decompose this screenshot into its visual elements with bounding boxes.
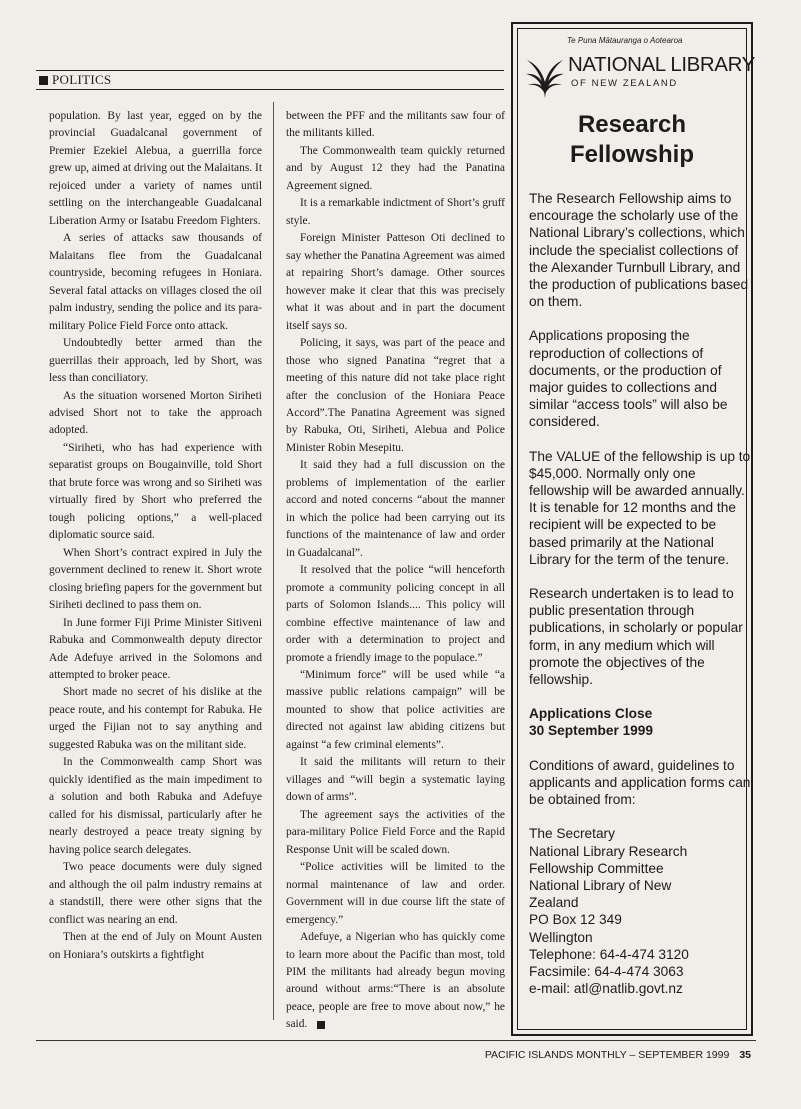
section-bullet [39, 76, 48, 85]
contact-block [529, 825, 751, 997]
paragraph: “Minimum force” will be used while “a massive public relations campaign” will be mounted to show that police activities are directed not against law abiding citizens but against “a few criminal elements”. [286, 669, 505, 751]
paragraph: Two peace documents were duly signed and although the oil palm industry remains at a standstill, there were other signs that the conflict was nearing an end. [49, 861, 262, 926]
column-divider [273, 102, 274, 1020]
contact-line: Zealand [529, 895, 579, 911]
paragraph: When Short’s contract expired in July the government declined to renew it. Short wrote closing briefing papers for the government but Siriheti declined to pass them on. [49, 546, 262, 612]
paragraph: In the Commonwealth camp Short was quickly identified as the main impediment to a solution and both Rabuka and Adefuye called for his dismissal, particularly after he nearly destroyed a peace treaty signing by having police search delegates. [49, 756, 262, 856]
section-label: POLITICS [52, 72, 112, 87]
paragraph: A series of attacks saw thousands of Malaitans flee from the Guadalcanal countryside, becoming refugees in Honiara. Several fatal attacks on villages closed the oil palm industry, sending the police and its para-military Police Field Force onto attack. [49, 232, 262, 332]
advert-brand: NATIONAL LIBRARY [568, 53, 755, 76]
paragraph: “Police activities will be limited to the normal maintenance of law and order. Government will in due course lift the state of emergency.” [286, 861, 505, 926]
article-column-1 [49, 108, 262, 964]
paragraph: Undoubtedly better armed than the guerrillas their approach, led by Short, was less than conciliatory. [49, 337, 262, 385]
applications-close [529, 705, 751, 739]
advert-tagline: Te Puna Mātauranga o Aotearoa [567, 36, 683, 45]
paragraph: “Siriheti, who has had experience with separatist groups on Bougainville, told Short that brute force was wrong and so Siriheti was virtually fired by Short who preferred the tough policing options,” a well-placed diplomatic source said. [49, 441, 262, 542]
contact-email: e-mail: atl@natlib.govt.nz [529, 981, 683, 997]
article-column-2 [286, 108, 505, 1034]
paragraph: It is a remarkable indictment of Short’s gruff style. [286, 197, 505, 227]
paragraph: It resolved that the police “will henceforth promote a community policing concept in all parts of Solomon Islands.... This policy will combine effective maintenance of law and order with a determination to project and promote a friendly image to the populace.” [286, 564, 505, 664]
publication-name: PACIFIC ISLANDS MONTHLY – SEPTEMBER 1999 [484, 1049, 730, 1061]
paragraph: The agreement says the activities of the para-military Police Field Force and the Rapid Response Unit will be scaled down. [286, 808, 505, 856]
advert-paragraph: The VALUE of the fellowship is up to $45,000. Normally only one fellowship will be awarded annually. It is tenable for 12 months and the recipient will be expected to be based primarily at the National Library for the term of the tenure. [529, 448, 751, 567]
footer-rule [36, 1040, 756, 1041]
paragraph: between the PFF and the militants saw four of the militants killed. [286, 110, 505, 140]
paragraph: It said the militants will return to their villages and “will begin a systematic laying down of arms”. [286, 756, 505, 804]
applications-close-date: 30 September 1999 [529, 723, 654, 739]
applications-close-label: Applications Close [529, 706, 653, 722]
research-fellowship-advert [511, 22, 753, 1036]
contact-line: Fellowship Committee [529, 860, 664, 876]
paragraph: As the situation worsened Morton Siriheti advised Short not to take the approach adopted. [49, 389, 262, 437]
contact-telephone: Telephone: 64-4-474 3120 [529, 946, 689, 962]
advert-paragraph: The Research Fellowship aims to encourage the scholarly use of the National Library’s collections, which include the specialist collections of the Alexander Turnbull Library, and the production of publications based on them. [529, 191, 749, 310]
paragraph: Policing, it says, was part of the peace and those who signed Panatina “regret that a meeting of this nature did not take place right after the conclusion of the Honiara Peace Accord”.The Panatina Agreement was signed by Rabuka, Oti, Siriheti, Alebua and Police Minister Robin Mesepitu. [286, 337, 505, 454]
paragraph: The Commonwealth team quickly returned and by August 12 they had the Panatina Agreement signed. [286, 144, 505, 192]
contact-line: Wellington [529, 929, 593, 945]
advert-paragraph: Research undertaken is to lead to public presentation through publications, in scholarly or popular form, in any medium which will promote the objectives of the fellowship. [529, 586, 743, 688]
paragraph [286, 929, 505, 1034]
advert-brand-sub: OF NEW ZEALAND [571, 78, 678, 89]
advert-title: Research Fellowship [569, 111, 694, 168]
paragraph-text: Adefuye, a Nigerian who has quickly come to learn more about the Pacific than most, told PIM the militants had already begun moving around without arms:“There is an absolute peace, people are free to move about now,” he said. [286, 931, 505, 1031]
page-footer [485, 1049, 751, 1061]
advert-body [529, 190, 751, 997]
paragraph: Then at the end of July on Mount Austen on Honiara’s outskirts a fightfight [49, 931, 262, 961]
paragraph: population. By last year, egged on by the provincial Guadalcanal government of Premier Ezekiel Alebua, a guerrilla force grew up, aimed at driving out the Malaitans. It rejoiced under a variety of names until settling on the interchangeable Guadalcanal Liberation Army or Isatabu Freedom Fighters. [49, 110, 262, 227]
paragraph: Foreign Minister Patteson Oti declined to say whether the Panatina Agreement was aimed at repairing Short’s damage. Other sources however make it clear that this was precisely what it was about and in part the document itself says so. [286, 232, 505, 332]
advert-paragraph: Conditions of award, guidelines to applicants and application forms can be obtained from: [529, 757, 751, 808]
paragraph: It said they had a full discussion on the problems of implementation of the earlier accord and noted concerns “about the manner in which the police had been carrying out its functions of the maintenance of law and order in Guadalcanal”. [286, 459, 505, 559]
contact-line: The Secretary [529, 826, 615, 842]
end-of-article-mark [317, 1021, 325, 1029]
advert-paragraph: Applications proposing the reproduction of collections of documents, or the production of major guides to collections and similar “access tools” will also be considered. [529, 328, 728, 430]
section-header [36, 70, 504, 90]
page-number: 35 [739, 1049, 751, 1061]
paragraph: In June former Fiji Prime Minister Sitiveni Rabuka and Commonwealth deputy director Ade Adefuye arrived in the Solomons and attempted to broker peace. [49, 616, 262, 681]
contact-line: PO Box 12 349 [529, 912, 622, 928]
contact-line: National Library Research [529, 843, 688, 859]
paragraph: Short made no secret of his dislike at the peace route, and his contempt for Rabuka. He urged the Fijian not to say anything and suggested Rabuka was on the militant side. [49, 686, 262, 751]
fern-logo-icon [525, 50, 565, 100]
contact-line: National Library of New [529, 877, 672, 893]
contact-facsimile: Facsimile: 64-4-474 3063 [529, 963, 684, 979]
